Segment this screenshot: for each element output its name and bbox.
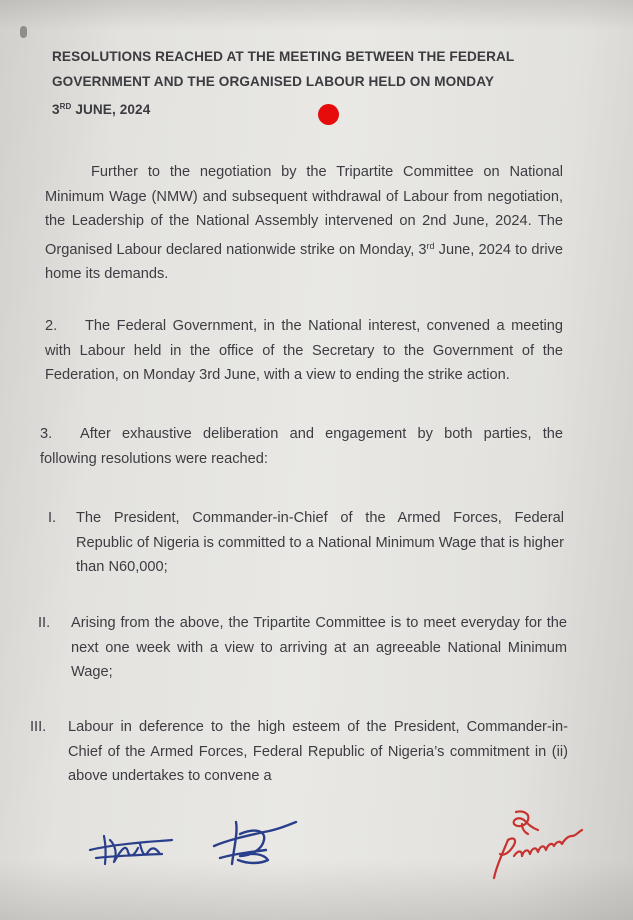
title-line-1: RESOLUTIONS REACHED AT THE MEETING BETWEEN THE FEDERAL bbox=[52, 49, 515, 64]
red-dot-marker bbox=[318, 104, 339, 125]
signature-3 bbox=[488, 806, 592, 886]
resolution-text: Arising from the above, the Tripartite Committee is to meet everyday for the next one week with a view to arriving at an agreeable National Minimum Wage; bbox=[71, 615, 567, 680]
paragraph-1: Further to the negotiation by the Tripartite Committee on National Minimum Wage (NMW) and subsequent withdrawal of Labour from negotiation, the Leadership of the National Assembly intervened on 2nd June, 2024. The Organised Labour declared nationwide strike on Monday, 3rd June, 2024 to drive home its demands. bbox=[45, 164, 563, 282]
paragraph-2: 2. The Federal Government, in the National interest, convened a meeting with Labour held in the office of the Secretary to the Government of the Federation, on Monday 3rd June, with a view to ending the strike action. bbox=[45, 314, 563, 388]
roman-numeral: I. bbox=[48, 510, 57, 526]
roman-numeral: III. bbox=[30, 719, 47, 735]
title-line-2: GOVERNMENT AND THE ORGANISED LABOUR HELD ON MONDAY bbox=[52, 74, 495, 89]
paragraph-number: 2. bbox=[45, 318, 58, 334]
paragraph-3: 3. After exhaustive deliberation and engagement by both parties, the following resolutions were reached: bbox=[40, 422, 563, 471]
signature-2 bbox=[206, 814, 302, 870]
signature-1 bbox=[84, 822, 184, 872]
punch-hole bbox=[20, 26, 27, 38]
roman-numeral: II. bbox=[38, 615, 51, 631]
resolution-text: The President, Commander-in-Chief of the Armed Forces, Federal Republic of Nigeria is committed to a National Minimum Wage that is higher than N60,000; bbox=[76, 510, 564, 575]
document-title bbox=[52, 44, 572, 122]
paragraph-number: 3. bbox=[40, 426, 53, 442]
title-line-3: 3RD JUNE, 2024 bbox=[52, 102, 151, 117]
resolution-text: Labour in deference to the high esteem of the President, Commander-in-Chief of the Armed Forces, Federal Republic of Nigeria’s commitment in (ii) above undertakes to convene a bbox=[68, 719, 568, 784]
